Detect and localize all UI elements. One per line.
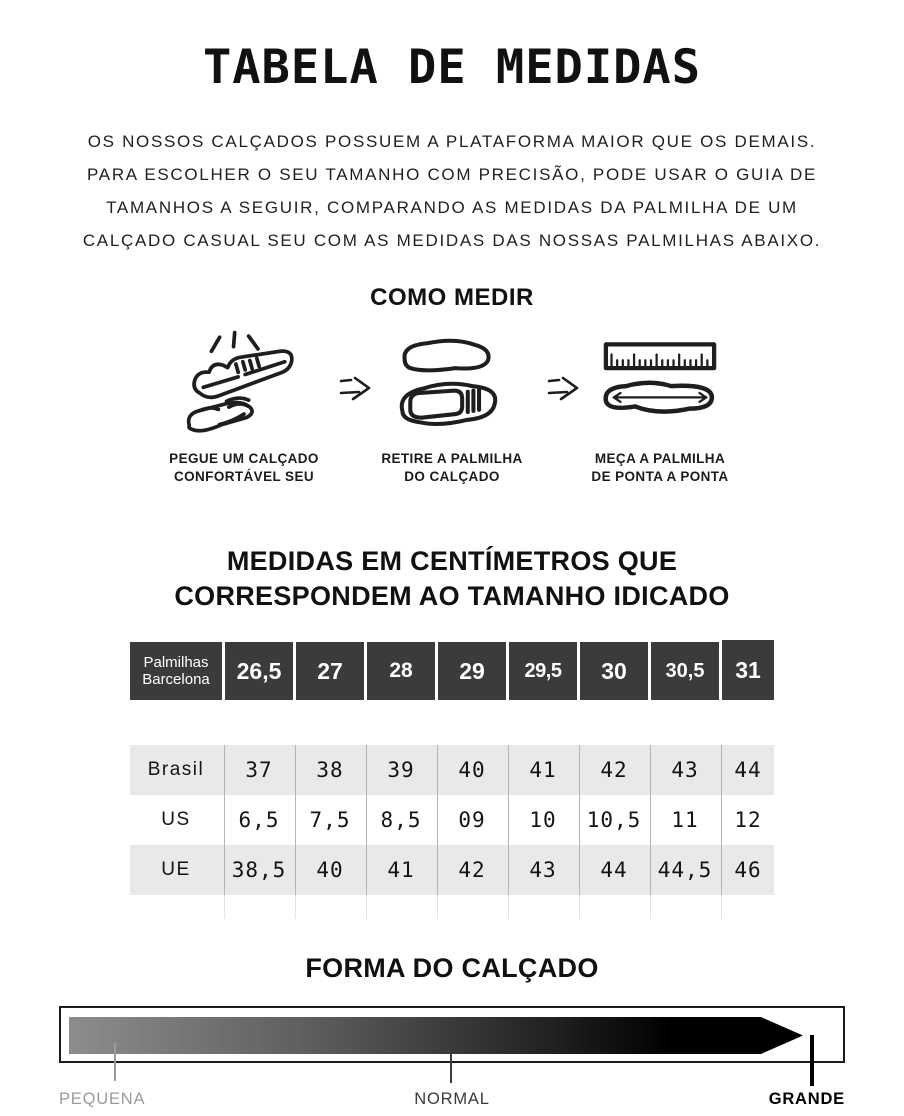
size-table xyxy=(130,642,774,919)
table-cell: 38 xyxy=(296,745,367,795)
table-cell: 38,5 xyxy=(225,845,296,895)
table-cell: 6,5 xyxy=(225,795,296,845)
intro-line: PARA ESCOLHER O SEU TAMANHO COM PRECISÃO, PODE USAR O GUIA DE xyxy=(87,165,817,184)
intro-line: TAMANHOS A SEGUIR, COMPARANDO AS MEDIDAS DA PALMILHA DE UM xyxy=(106,198,798,217)
measure-steps xyxy=(0,326,904,486)
scale-label-grande: GRANDE xyxy=(768,1090,845,1108)
header-cell: 31 xyxy=(722,640,774,700)
table-cell: 12 xyxy=(734,808,762,832)
table-cell: 41 xyxy=(367,845,438,895)
shoe-shape-heading: FORMA DO CALÇADO xyxy=(305,953,599,983)
step-caption: PEGUE UM CALÇADO CONFORTÁVEL SEU xyxy=(169,451,319,484)
table-cell: 44 xyxy=(580,845,651,895)
header-cell: 27 xyxy=(296,642,367,700)
page-title: TABELA DE MEDIDAS xyxy=(202,40,702,95)
header-cell: 29 xyxy=(438,642,509,700)
intro-line: OS NOSSOS CALÇADOS POSSUEM A PLATAFORMA MAIOR QUE OS DEMAIS. xyxy=(87,132,817,151)
table-cell: 10 xyxy=(509,795,580,845)
table-cell: 09 xyxy=(438,795,509,845)
table-cell: 42 xyxy=(438,845,509,895)
tick-normal xyxy=(450,1048,452,1083)
header-cell: 29,5 xyxy=(509,642,580,700)
table-cell: 46 xyxy=(734,858,762,882)
step-caption: RETIRE A PALMILHA DO CALÇADO xyxy=(381,451,523,484)
step-pick-shoe xyxy=(151,326,337,486)
shoe-shape-scale xyxy=(59,1006,845,1116)
ruler-measure-icon xyxy=(567,326,753,444)
intro-line: CALÇADO CASUAL SEU COM AS MEDIDAS DAS NOSSAS PALMILHAS ABAIXO. xyxy=(82,231,822,250)
table-row-ue xyxy=(130,845,774,895)
table-cell: 11 xyxy=(651,795,722,845)
table-row-us xyxy=(130,795,774,845)
right-arrow-icon xyxy=(545,368,567,413)
scale-label-pequena: PEQUENA xyxy=(59,1090,146,1108)
header-cell: 30 xyxy=(580,642,651,700)
size-table-heading: MEDIDAS EM CENTÍMETROS QUE CORRESPONDEM AO TAMANHO IDICADO xyxy=(174,546,730,611)
table-header-row xyxy=(130,642,774,700)
table-cell: 43 xyxy=(509,845,580,895)
como-medir-heading: COMO MEDIR xyxy=(370,284,534,311)
row-label: Brasil xyxy=(130,745,225,795)
header-cell: 30,5 xyxy=(651,642,722,700)
table-cell: 8,5 xyxy=(367,795,438,845)
table-cell: 41 xyxy=(509,745,580,795)
gradient-arrow-bar xyxy=(69,1017,803,1054)
table-cell: 7,5 xyxy=(296,795,367,845)
table-cell: 44,5 xyxy=(651,845,722,895)
table-row-brasil xyxy=(130,745,774,795)
table-spacer xyxy=(130,700,774,745)
intro-text xyxy=(0,125,904,257)
row-label: US xyxy=(130,795,225,845)
table-cell: 37 xyxy=(225,745,296,795)
hand-holding-shoe-icon xyxy=(151,326,337,444)
scale-label-normal: NORMAL xyxy=(414,1090,490,1108)
table-cell: 39 xyxy=(367,745,438,795)
header-label-cell: Palmilhas Barcelona xyxy=(130,642,225,700)
table-cell: 44 xyxy=(734,758,762,782)
tick-pequena xyxy=(114,1043,116,1081)
insole-removal-icon xyxy=(359,326,545,444)
tick-grande xyxy=(810,1035,814,1086)
step-caption: MEÇA A PALMILHA DE PONTA A PONTA xyxy=(591,451,729,484)
header-cell: 26,5 xyxy=(225,642,296,700)
table-divider-extension xyxy=(130,895,774,919)
table-cell: 40 xyxy=(438,745,509,795)
step-remove-insole xyxy=(359,326,545,486)
step-measure-insole xyxy=(567,326,753,486)
header-cell: 28 xyxy=(367,642,438,700)
table-cell: 42 xyxy=(580,745,651,795)
row-label: UE xyxy=(130,845,225,895)
scale-box xyxy=(59,1006,845,1063)
table-cell: 10,5 xyxy=(580,795,651,845)
table-cell: 43 xyxy=(651,745,722,795)
right-arrow-icon xyxy=(337,368,359,413)
table-cell: 40 xyxy=(296,845,367,895)
